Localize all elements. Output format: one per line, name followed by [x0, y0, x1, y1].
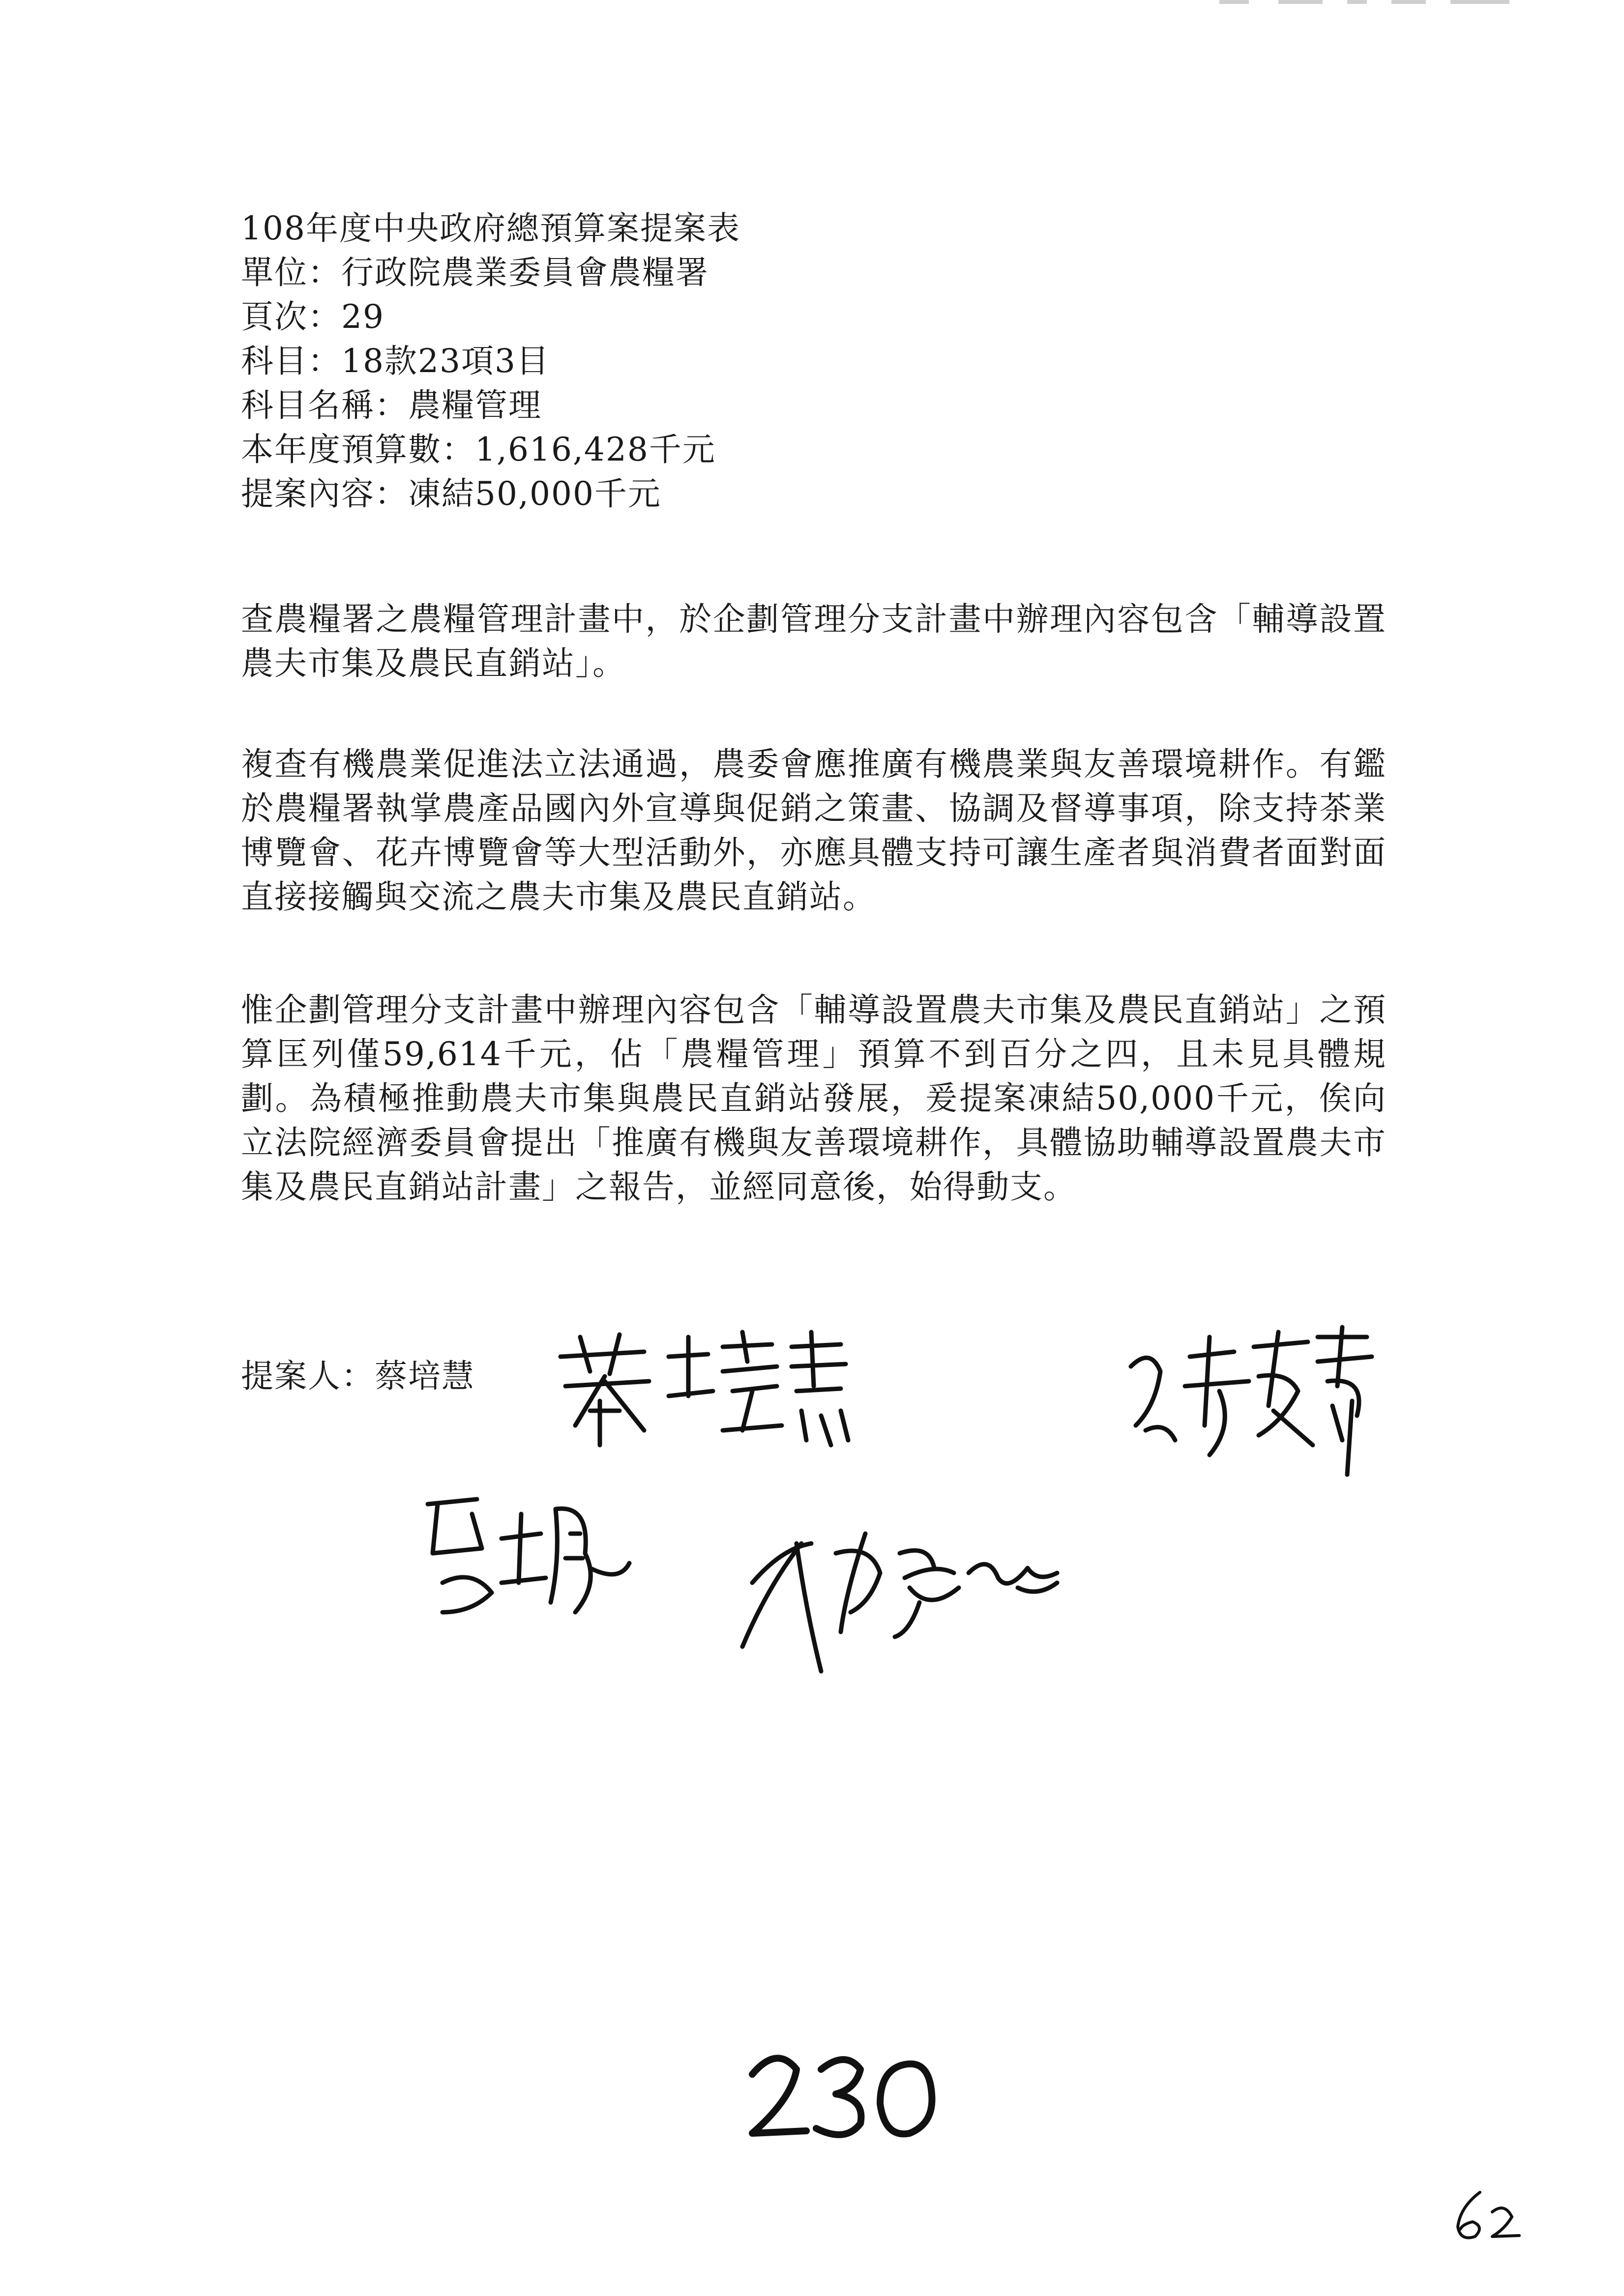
document-title: 108年度中央政府總預算案提案表	[241, 209, 740, 247]
handwritten-corner-number	[1446, 2182, 1524, 2246]
scan-artifact	[1219, 0, 1249, 4]
paragraph-2: 複查有機農業促進法立法通過，農委會應推廣有機農業與友善環境耕作。有鑑於農糧署執掌農產品國內外宣導與促銷之策畫、協調及督導事項，除支持茶業博覽會、花卉博覽會等大型活動外，亦應具體支持可讓生產者與消費者面對面直接接觸與交流之農夫市集及農民直銷站。	[241, 745, 1387, 916]
proposal-header	[241, 206, 1421, 516]
page-line: 頁次：29	[241, 298, 384, 336]
item-line: 科目：18款23項3目	[241, 342, 550, 380]
budget-line: 本年度預算數：1,616,428千元	[241, 431, 716, 468]
handwritten-page-number	[738, 2040, 944, 2148]
unit-line: 單位：行政院農業委員會農糧署	[241, 254, 709, 291]
scan-artifact	[1278, 0, 1323, 4]
proposer-line: 提案人：蔡培慧	[241, 1357, 475, 1395]
signature-3	[413, 1484, 639, 1632]
paragraph-1: 查農糧署之農糧管理計畫中，於企劃管理分支計畫中辦理內容包含「輔導設置農夫市集及農民直銷站」。	[241, 600, 1387, 682]
signature-1	[546, 1327, 851, 1455]
paragraph-3: 惟企劃管理分支計畫中辦理內容包含「輔導設置農夫市集及農民直銷站」之預算匡列僅59,614千元，佔「農糧管理」預算不到百分之四，且未見具體規劃。為積極推動農夫市集與農民直銷站發展，爰提案凍結50,000千元，俟向立法院經濟委員會提出「推廣有機與友善環境耕作，具體協助輔導設置農夫市集及農民直銷站計畫」之報告，並經同意後，始得動支。	[241, 991, 1387, 1206]
scan-artifact	[1391, 0, 1426, 4]
scan-artifact	[1450, 0, 1509, 4]
signature-4	[723, 1514, 1067, 1686]
scan-artifact	[1347, 0, 1367, 4]
signature-2	[1121, 1327, 1377, 1514]
proposal-content-line: 提案內容：凍結50,000千元	[241, 475, 661, 513]
item-name-line: 科目名稱：農糧管理	[241, 386, 542, 424]
